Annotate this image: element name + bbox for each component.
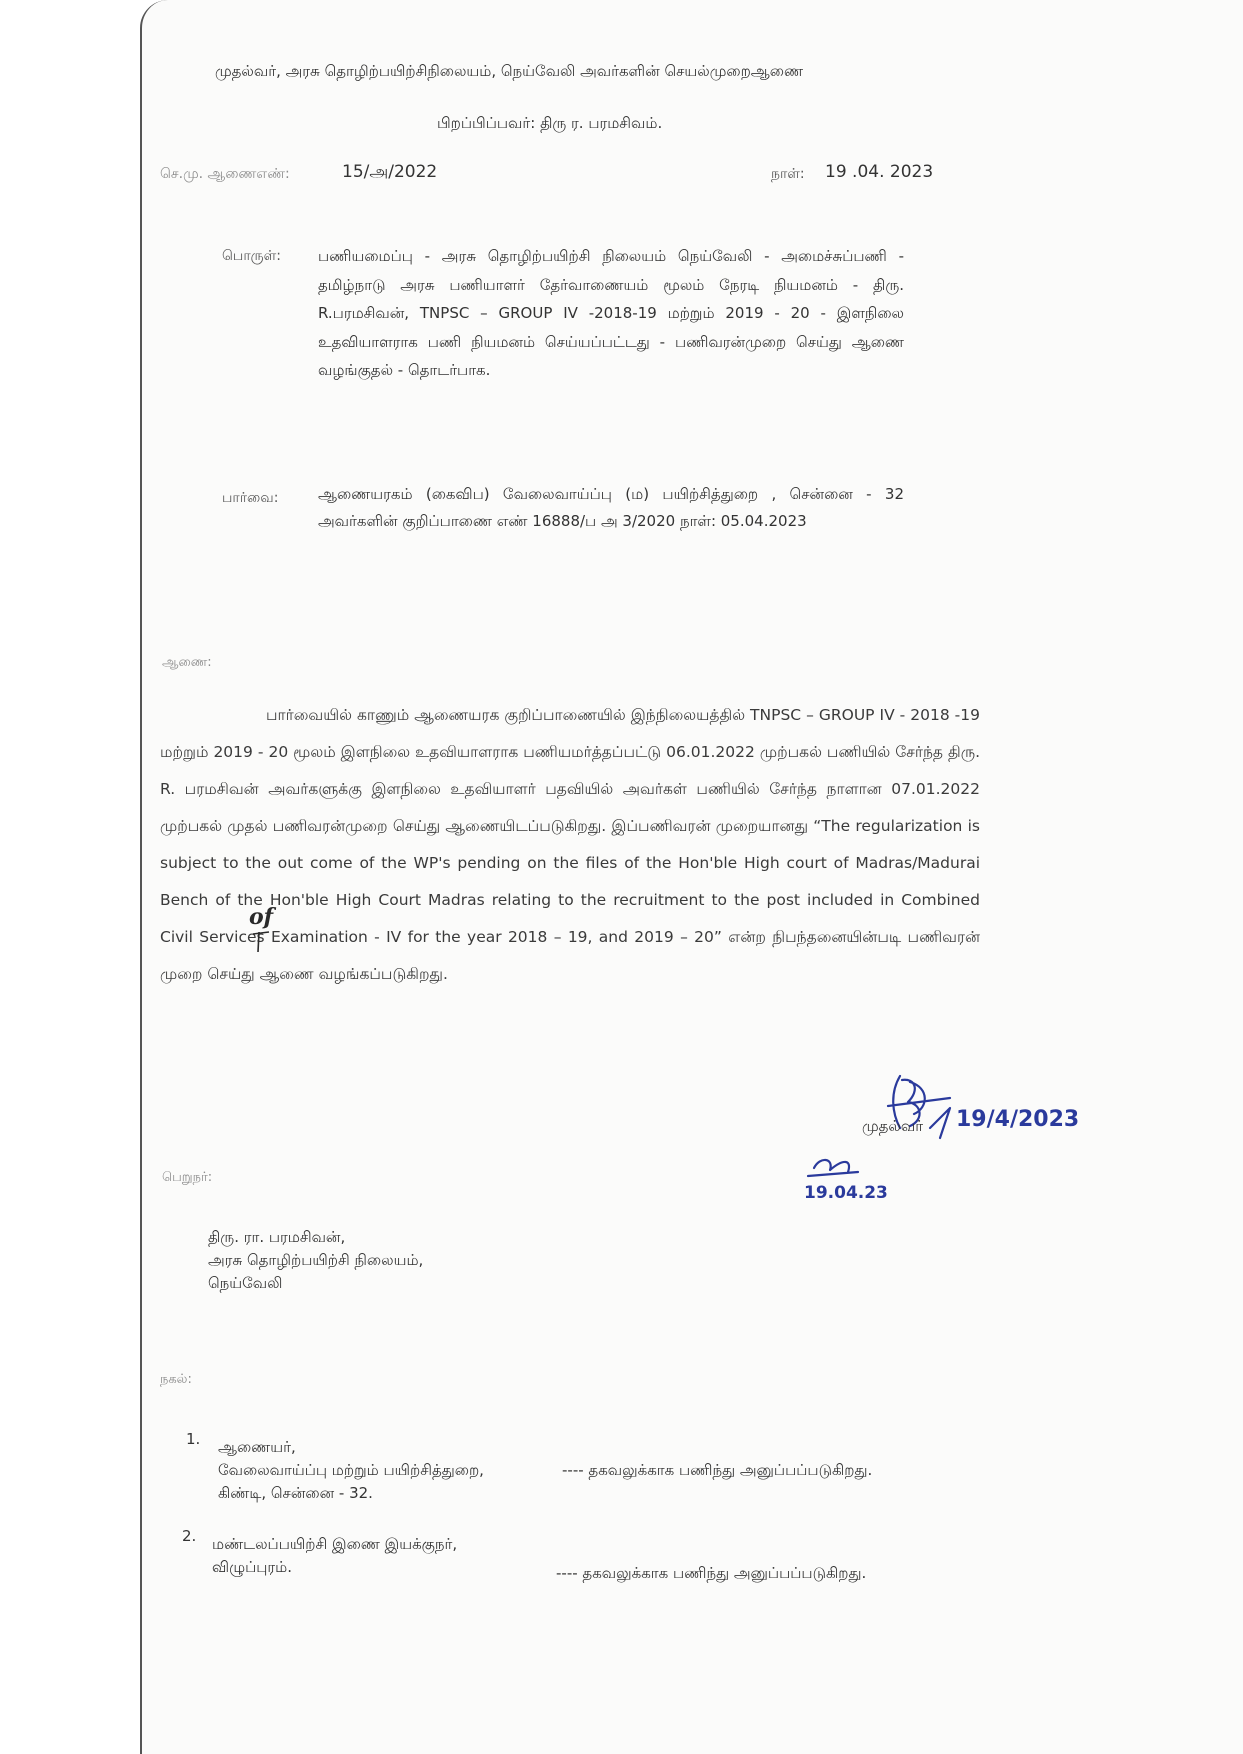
subject-label: பொருள்:	[222, 248, 281, 264]
initials-mark	[800, 1148, 910, 1208]
recipient-address	[208, 1226, 423, 1295]
copies-label: நகல்:	[160, 1372, 192, 1387]
copy-1-address	[218, 1436, 484, 1505]
handwritten-of-annotation	[247, 898, 287, 954]
date-label: நாள்:	[771, 166, 805, 182]
copy-1-line: வேலைவாய்ப்பு மற்றும் பயிற்சித்துறை,	[218, 1461, 484, 1479]
copy-2-number: 2.	[182, 1527, 197, 1545]
office-header: முதல்வர், அரசு தொழிற்பயிற்சிநிலையம், நெய்வேலி அவர்களின் செயல்முறைஆணை	[215, 62, 804, 80]
order-label: ஆணை:	[162, 655, 212, 670]
signature-date: 19/4/2023	[956, 1107, 1080, 1132]
recipient-line: நெய்வேலி	[208, 1274, 283, 1292]
recipient-line: திரு. ரா. பரமசிவன்,	[208, 1228, 346, 1246]
subject-text: பணியமைப்பு - அரசு தொழிற்பயிற்சி நிலையம் நெய்வேலி - அமைச்சுப்பணி - தமிழ்நாடு அரசு பணியாளர் தேர்வாணையம் மூலம் நேரடி நியமனம் - திரு. R.பரமசிவன், TNPSC – GROUP IV -2018-19 மற்றும் 2019 - 20 - இளநிலை உதவியாளராக பணி நியமனம் செய்யப்பட்டது - பணிவரன்முறை செய்து ஆணை வழங்குதல் - தொடர்பாக.	[318, 247, 904, 379]
order-body: பார்வையில் காணும் ஆணையரக குறிப்பாணையில் இந்நிலையத்தில் TNPSC – GROUP IV - 2018 -19 மற்றும் 2019 - 20 மூலம் இளநிலை உதவியாளராக பணியமர்த்தப்பட்டு 06.01.2022 முற்பகல் பணியில் சேர்ந்த திரு. R. பரமசிவன் அவர்களுக்கு இளநிலை உதவியாளர் பதவியில் அவர்கள் பணியில் சேர்ந்த நாளான 07.01.2022 முற்பகல் முதல் பணிவரன்முறை செய்து ஆணையிடப்படுகிறது. இப்பணிவரன் முறையானது “The regularization is subject to the out come of the WP's pending on the files of the Hon'ble High court of Madras/Madurai Bench of the Hon'ble High Court Madras relating to the recruitment to the post included in Combined Civil Services Examination - IV for the year 2018 – 19, and 2019 – 20” என்ற நிபந்தனையின்படி பணிவரன் முறை செய்து ஆணை வழங்கப்படுகிறது.	[160, 706, 980, 983]
initial-date: 19.04.23	[804, 1183, 888, 1203]
copy-1-note: ---- தகவலுக்காக பணிந்து அனுப்பப்படுகிறது.	[562, 1461, 873, 1479]
recipient-label: பெறுநர்:	[162, 1170, 213, 1185]
recipient-line: அரசு தொழிற்பயிற்சி நிலையம்,	[208, 1251, 424, 1269]
issuer-line: பிறப்பிப்பவர்: திரு ர. பரமசிவம்.	[437, 114, 663, 132]
reference-label: பார்வை:	[222, 490, 279, 506]
signatory-title: முதல்வர்	[862, 1117, 924, 1135]
copy-2-address	[212, 1533, 457, 1579]
order-date: 19 .04. 2023	[825, 162, 934, 182]
reference-text: ஆணையரகம் (கைவிப) வேலைவாய்ப்பு (ம) பயிற்சித்துறை , சென்னை - 32 அவர்களின் குறிப்பாணை எண் 16888/ப அ 3/2020 நாள்: 05.04.2023	[318, 485, 904, 530]
copy-1-number: 1.	[186, 1430, 201, 1448]
order-number: 15/அ/2022	[342, 162, 438, 182]
copy-2-line: மண்டலப்பயிற்சி இணை இயக்குநர்,	[212, 1535, 458, 1553]
copy-2-line: விழுப்புரம்.	[212, 1558, 293, 1576]
order-number-label: செ.மு. ஆணைஎண்:	[160, 166, 290, 182]
copy-1-line: ஆணையர்,	[218, 1438, 296, 1456]
copy-2-note: ---- தகவலுக்காக பணிந்து அனுப்பப்படுகிறது.	[556, 1564, 867, 1582]
annotation-text: of	[249, 904, 274, 930]
copy-1-line: கிண்டி, சென்னை - 32.	[218, 1484, 373, 1502]
